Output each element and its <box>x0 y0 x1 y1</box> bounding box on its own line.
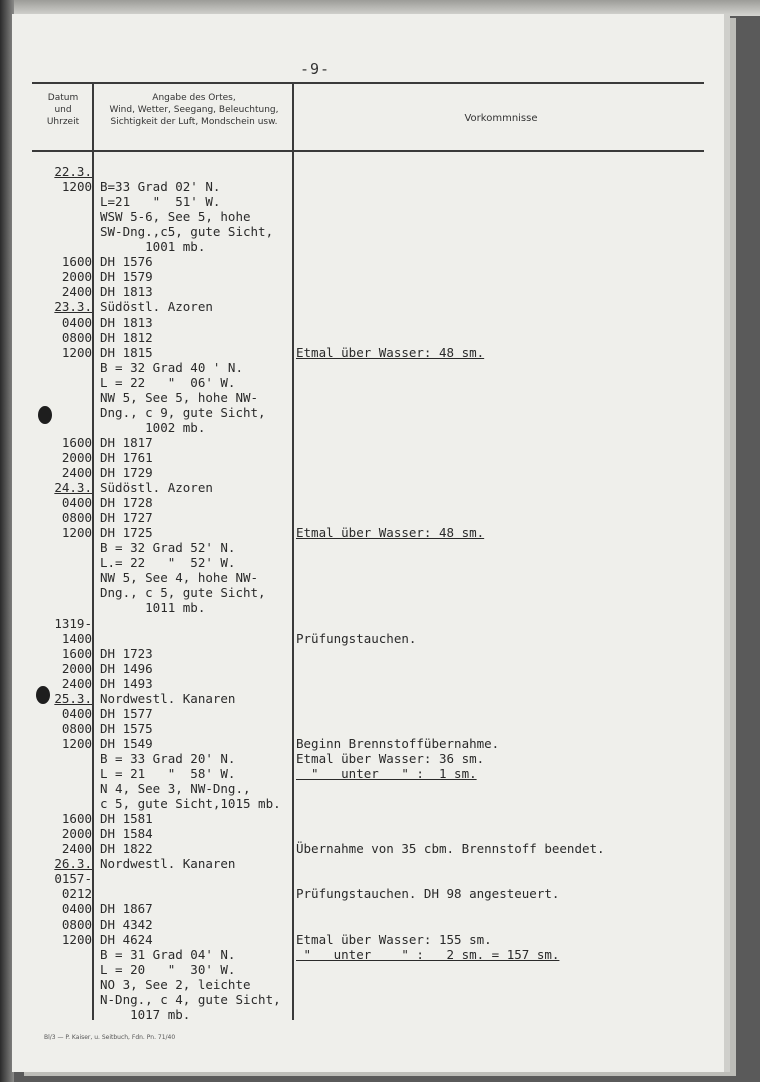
entry-event <box>296 315 706 330</box>
entry-time: 1400 <box>61 631 92 646</box>
header-place-line: Sichtigkeit der Luft, Mondschein usw. <box>110 117 278 127</box>
entry-time: 0212 <box>61 886 92 901</box>
entry-time: 1200 <box>61 345 92 360</box>
entry-place: Nordwestl. Kanaren <box>100 856 236 871</box>
entry-time: 25.3. <box>54 691 92 706</box>
entry-time: 2400 <box>61 465 92 480</box>
entry-time <box>40 555 92 570</box>
entry-event <box>296 796 706 811</box>
entry-time: 23.3. <box>54 299 92 314</box>
entry-event <box>296 179 706 194</box>
entry-time: 1600 <box>61 811 92 826</box>
entry-time: 1200 <box>61 525 92 540</box>
entry-time <box>40 766 92 781</box>
entry-event <box>296 209 706 224</box>
entry-time: 2400 <box>61 841 92 856</box>
entry-place: 1017 mb. <box>100 1007 191 1022</box>
entry-event <box>296 540 706 555</box>
entry-time <box>40 600 92 615</box>
entry-place: DH 1575 <box>100 721 153 736</box>
entry-time <box>40 947 92 962</box>
entry-time: 0157- <box>54 871 92 886</box>
entry-event <box>296 420 706 435</box>
entry-time <box>40 360 92 375</box>
entry-place: DH 4624 <box>100 932 153 947</box>
entry-event <box>296 826 706 841</box>
entry-event <box>296 495 706 510</box>
punch-hole <box>36 686 50 704</box>
entry-event <box>296 721 706 736</box>
entry-place: DH 1727 <box>100 510 153 525</box>
entry-time: 2000 <box>61 450 92 465</box>
entry-time: 0800 <box>61 721 92 736</box>
entry-time: 1600 <box>61 254 92 269</box>
entry-place: L = 22 " 06' W. <box>100 375 236 390</box>
entry-time <box>40 781 92 796</box>
entry-event <box>296 977 706 992</box>
entry-time: 1200 <box>61 932 92 947</box>
entry-event: Prüfungstauchen. DH 98 angesteuert. <box>296 886 560 901</box>
header-date-line: und <box>54 105 72 115</box>
page-number: -9- <box>300 60 331 78</box>
entry-event: Übernahme von 35 cbm. Brennstoff beendet. <box>296 841 605 856</box>
entry-place: B = 32 Grad 40 ' N. <box>100 360 243 375</box>
entry-place <box>100 164 296 179</box>
entry-place <box>100 871 296 886</box>
entry-place <box>100 616 296 631</box>
entry-event <box>296 194 706 209</box>
header-events-column: Vorkommnisse <box>464 113 538 124</box>
entry-place: DH 1815 <box>100 345 153 360</box>
entry-event <box>296 901 706 916</box>
entry-event <box>296 570 706 585</box>
entry-place: DH 1577 <box>100 706 153 721</box>
entry-time <box>40 585 92 600</box>
entry-event <box>296 781 706 796</box>
entry-event <box>296 390 706 405</box>
entry-place: Dng., c 5, gute Sicht, <box>100 585 266 600</box>
entry-event <box>296 706 706 721</box>
entry-event: " unter " : 1 sm. <box>296 766 477 781</box>
entry-place: 1002 mb. <box>100 420 206 435</box>
entry-time <box>40 992 92 1007</box>
entry-place: L.= 22 " 52' W. <box>100 555 236 570</box>
entry-event <box>296 360 706 375</box>
entry-place: DH 1584 <box>100 826 153 841</box>
entry-time: 2400 <box>61 676 92 691</box>
entry-time: 1600 <box>61 646 92 661</box>
entry-event: Etmal über Wasser: 48 sm. <box>296 345 485 360</box>
entry-event <box>296 510 706 525</box>
entry-event <box>296 1007 706 1022</box>
header-place-column <box>96 92 292 128</box>
entry-event <box>296 284 706 299</box>
entry-time <box>40 796 92 811</box>
entry-place: DH 1725 <box>100 525 153 540</box>
entry-time <box>40 540 92 555</box>
entry-place: DH 1822 <box>100 841 153 856</box>
entry-event <box>296 330 706 345</box>
entry-event <box>296 224 706 239</box>
entry-time: 2000 <box>61 826 92 841</box>
entry-place: DH 1761 <box>100 450 153 465</box>
entry-place: c 5, gute Sicht,1015 mb. <box>100 796 281 811</box>
entry-place: DH 1496 <box>100 661 153 676</box>
entry-time: 0400 <box>61 495 92 510</box>
entry-place: SW-Dng.,c5, gute Sicht, <box>100 224 274 239</box>
header-bottom-rule <box>32 150 704 152</box>
entry-place: DH 1579 <box>100 269 153 284</box>
printer-imprint: Bl/3 — P. Kaiser, u. Seitbuch, Fdn. Pn. 71/40 <box>44 1034 176 1041</box>
entry-place: N-Dng., c 4, gute Sicht, <box>100 992 281 1007</box>
entry-time <box>40 209 92 224</box>
entry-time <box>40 390 92 405</box>
entry-place: N 4, See 3, NW-Dng., <box>100 781 251 796</box>
entry-place: DH 1817 <box>100 435 153 450</box>
entry-event <box>296 480 706 495</box>
entry-event <box>296 375 706 390</box>
entry-event <box>296 450 706 465</box>
entry-place: 1011 mb. <box>100 600 206 615</box>
entry-event <box>296 856 706 871</box>
entry-time: 0800 <box>61 330 92 345</box>
entry-event <box>296 811 706 826</box>
entry-place <box>100 886 296 901</box>
entry-time: 0400 <box>61 706 92 721</box>
entry-place: DH 1813 <box>100 284 153 299</box>
entry-time: 1200 <box>61 736 92 751</box>
entry-time: 2400 <box>61 284 92 299</box>
header-place-line: Angabe des Ortes, <box>152 93 236 103</box>
entry-event <box>296 992 706 1007</box>
entry-event: Beginn Brennstoffübernahme. <box>296 736 500 751</box>
entry-place: 1001 mb. <box>100 239 206 254</box>
entry-event <box>296 405 706 420</box>
entry-time: 0400 <box>61 901 92 916</box>
entry-place: NW 5, See 5, hohe NW- <box>100 390 259 405</box>
entry-place: Südöstl. Azoren <box>100 480 213 495</box>
entry-event <box>296 299 706 314</box>
entry-place: WSW 5-6, See 5, hohe <box>100 209 251 224</box>
entry-event: Etmal über Wasser: 36 sm. <box>296 751 485 766</box>
entry-place: DH 1581 <box>100 811 153 826</box>
entry-event: Etmal über Wasser: 155 sm. <box>296 932 492 947</box>
entry-event <box>296 616 706 631</box>
entry-event <box>296 646 706 661</box>
entry-time: 1319- <box>54 616 92 631</box>
entry-place: Dng., c 9, gute Sicht, <box>100 405 266 420</box>
entry-event <box>296 871 706 886</box>
entry-place: DH 1867 <box>100 901 153 916</box>
entry-place: DH 1729 <box>100 465 153 480</box>
header-date-column <box>34 92 92 128</box>
entry-event <box>296 691 706 706</box>
entry-event <box>296 676 706 691</box>
entry-place: NW 5, See 4, hohe NW- <box>100 570 259 585</box>
entry-place: DH 1723 <box>100 646 153 661</box>
entry-place <box>100 631 296 646</box>
entry-event <box>296 239 706 254</box>
entry-place: NO 3, See 2, leichte <box>100 977 251 992</box>
entry-event <box>296 917 706 932</box>
entry-place: DH 1549 <box>100 736 153 751</box>
entry-event <box>296 465 706 480</box>
entry-time: 0800 <box>61 917 92 932</box>
entry-time: 0400 <box>61 315 92 330</box>
entry-time: 24.3. <box>54 480 92 495</box>
entry-event <box>296 585 706 600</box>
entry-event <box>296 269 706 284</box>
entry-event: " unter " : 2 sm. = 157 sm. <box>296 947 560 962</box>
entry-event <box>296 661 706 676</box>
entry-event <box>296 962 706 977</box>
entry-place: DH 4342 <box>100 917 153 932</box>
entry-place: L = 21 " 58' W. <box>100 766 236 781</box>
entry-time <box>40 239 92 254</box>
entry-place: B = 31 Grad 04' N. <box>100 947 236 962</box>
entry-place: B = 32 Grad 52' N. <box>100 540 236 555</box>
entry-time <box>40 977 92 992</box>
entry-time <box>40 570 92 585</box>
entry-event: Prüfungstauchen. <box>296 631 417 646</box>
entry-place: DH 1493 <box>100 676 153 691</box>
entry-event: Etmal über Wasser: 48 sm. <box>296 525 485 540</box>
entry-time: 2000 <box>61 269 92 284</box>
entry-time <box>40 375 92 390</box>
entry-place: DH 1812 <box>100 330 153 345</box>
entry-time <box>40 224 92 239</box>
entry-time <box>40 194 92 209</box>
header-date-line: Uhrzeit <box>46 117 80 127</box>
punch-hole <box>38 406 52 424</box>
entry-place: DH 1728 <box>100 495 153 510</box>
entry-place: Südöstl. Azoren <box>100 299 213 314</box>
entry-place: DH 1576 <box>100 254 153 269</box>
entry-time: 22.3. <box>54 164 92 179</box>
entry-place: B = 33 Grad 20' N. <box>100 751 236 766</box>
entry-place: B=33 Grad 02' N. <box>100 179 221 194</box>
entry-event <box>296 164 706 179</box>
entry-time <box>40 962 92 977</box>
entry-place: DH 1813 <box>100 315 153 330</box>
entry-time: 0800 <box>61 510 92 525</box>
entry-time: 1600 <box>61 435 92 450</box>
entry-place: L=21 " 51' W. <box>100 194 221 209</box>
entry-event <box>296 600 706 615</box>
entry-event <box>296 435 706 450</box>
entry-time <box>40 1007 92 1022</box>
entry-time: 26.3. <box>54 856 92 871</box>
column-divider-date <box>92 84 94 1020</box>
header-date-line: Datum <box>47 93 79 103</box>
entry-event <box>296 254 706 269</box>
entry-time: 2000 <box>61 661 92 676</box>
entry-place: L = 20 " 30' W. <box>100 962 236 977</box>
entry-event <box>296 555 706 570</box>
entry-time: 1200 <box>61 179 92 194</box>
header-place-line: Wind, Wetter, Seegang, Beleuchtung, <box>109 105 279 115</box>
entry-place: Nordwestl. Kanaren <box>100 691 236 706</box>
top-rule <box>32 82 704 84</box>
entry-time <box>40 751 92 766</box>
